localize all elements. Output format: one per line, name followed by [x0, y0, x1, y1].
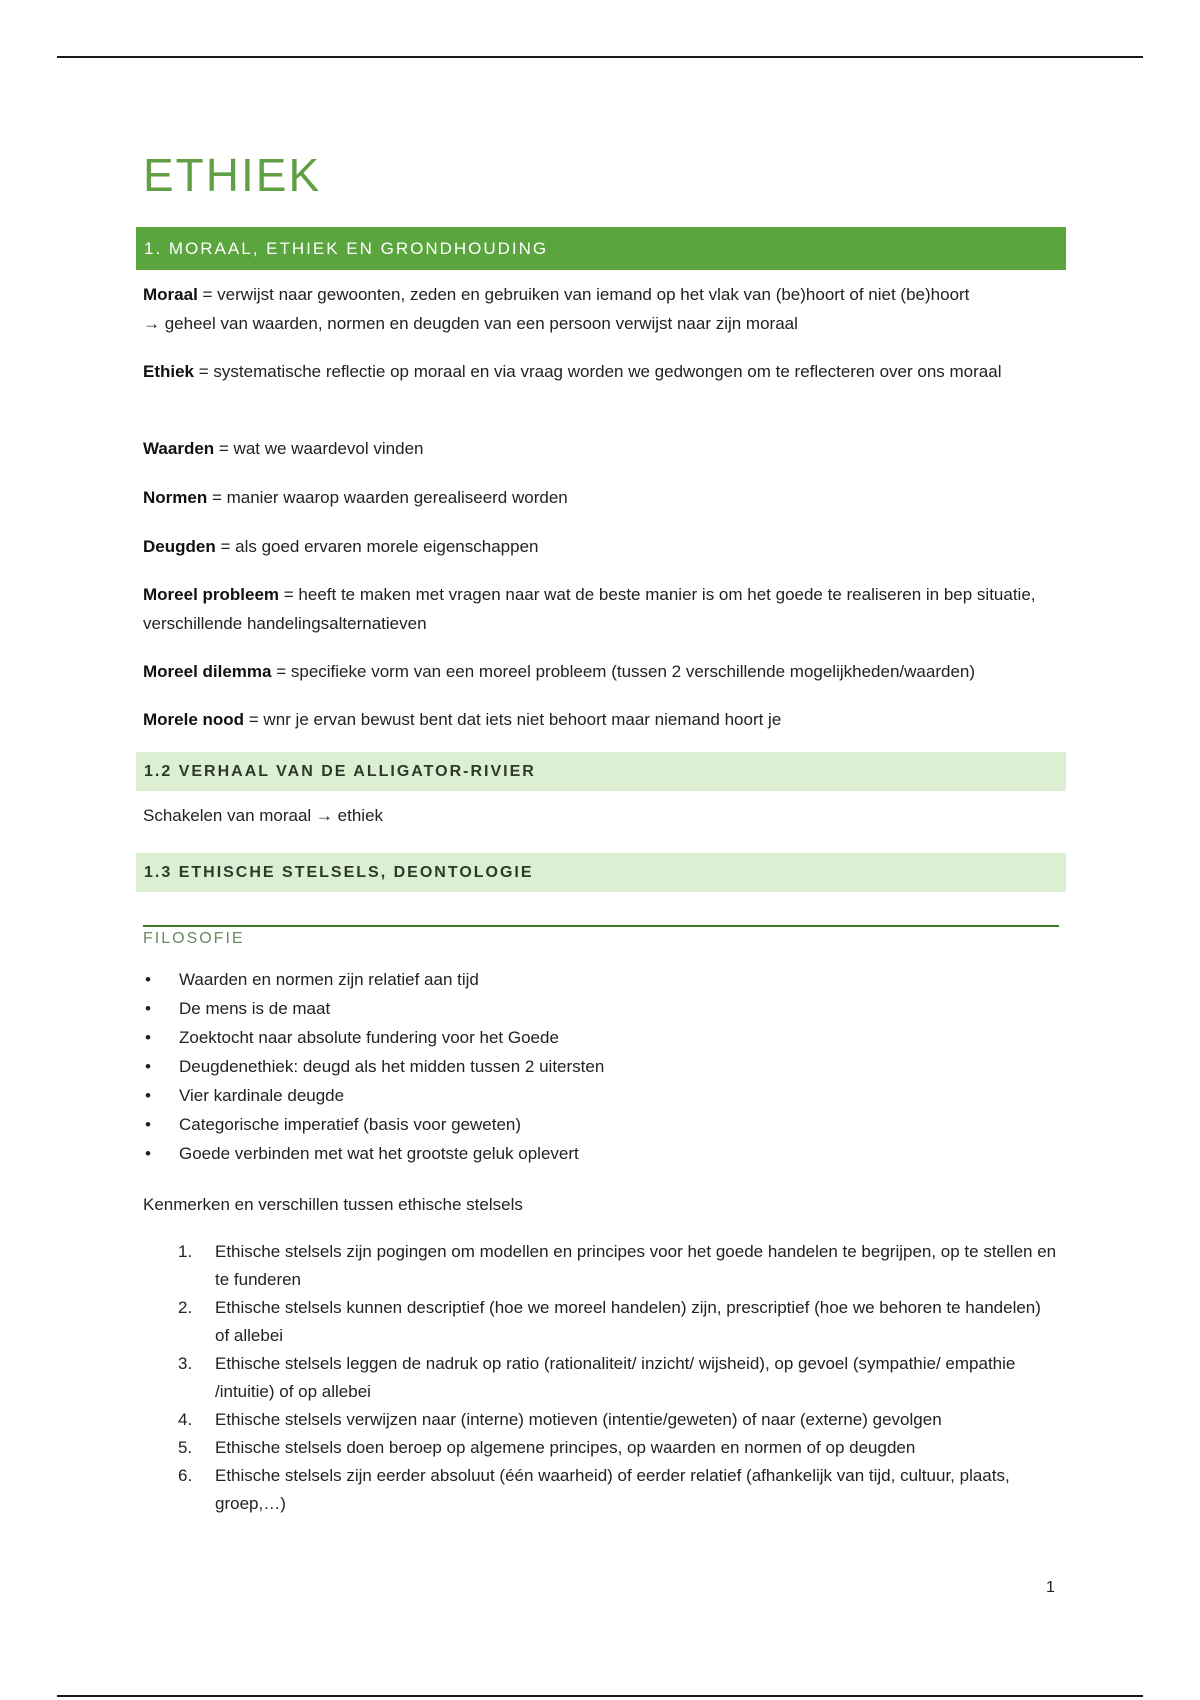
list-item-text: Ethische stelsels kunnen descriptief (hoe we moreel handelen) zijn, prescriptief (hoe we behoren te handelen) of allebei: [215, 1298, 1041, 1345]
list-item-text: Ethische stelsels zijn pogingen om modellen en principes voor het goede handelen te begrijpen, op te stellen en te funderen: [215, 1242, 1057, 1289]
list-item-text: Deugdenethiek: deugd als het midden tussen 2 uitersten: [179, 1057, 605, 1076]
definition-moraal-line2: → geheel van waarden, normen en deugden van een persoon verwijst naar zijn moraal: [143, 314, 798, 333]
bullet-marker: •: [145, 1144, 151, 1163]
definition-normen-text: = manier waarop waarden gerealiseerd worden: [207, 488, 568, 507]
definition-moraal-text: = verwijst naar gewoonten, zeden en gebruiken van iemand op het vlak van (be)hoort of niet (be)hoort: [197, 285, 970, 304]
definition-moreel-probleem-text: = heeft te maken met vragen naar wat de beste manier is om het goede te realiseren in bep situatie, verschillende handelingsalternatieven: [143, 585, 1036, 633]
list-item: [143, 965, 604, 994]
list-item: [178, 1238, 1058, 1294]
definition-ethiek: [143, 357, 1063, 386]
list-item-text: Zoektocht naar absolute fundering voor het Goede: [179, 1028, 559, 1047]
definition-waarden: [143, 434, 1063, 463]
bullet-marker: •: [145, 1028, 151, 1047]
definition-deugden: [143, 532, 1063, 561]
list-item-text: Ethische stelsels verwijzen naar (interne) motieven (intentie/geweten) of naar (externe) gevolgen: [215, 1410, 942, 1429]
list-number: 4.: [178, 1410, 193, 1429]
page-bottom-rule: [57, 1695, 1143, 1697]
section-1-3-heading: 1.3 ETHISCHE STELSELS, DEONTOLOGIE: [136, 853, 1066, 892]
term-moraal: Moraal: [143, 285, 198, 304]
list-item: [143, 994, 604, 1023]
list-number: 1.: [178, 1242, 193, 1261]
definition-deugden-text: = als goed ervaren morele eigenschappen: [215, 537, 539, 556]
list-item: [143, 1110, 604, 1139]
numbered-list-intro: Kenmerken en verschillen tussen ethische stelsels: [143, 1195, 523, 1214]
definition-morele-nood-text: = wnr je ervan bewust bent dat iets niet behoort maar niemand hoort je: [244, 710, 782, 729]
bullet-marker: •: [145, 1115, 151, 1134]
bullet-marker: •: [145, 999, 151, 1018]
document-title: ETHIEK: [143, 149, 322, 201]
ethische-stelsels-numbered-list: [178, 1238, 1058, 1518]
list-item-text: Vier kardinale deugde: [179, 1086, 345, 1105]
subheading-rule: [143, 925, 1059, 927]
bullet-marker: •: [145, 1057, 151, 1076]
list-item-text: Ethische stelsels leggen de nadruk op ratio (rationaliteit/ inzicht/ wijsheid), op gevoel (sympathie/ empathie /intuitie) of op allebei: [215, 1354, 1016, 1401]
definition-morele-nood: [143, 705, 1063, 734]
list-item: [143, 1052, 604, 1081]
list-item-text: Categorische imperatief (basis voor geweten): [179, 1115, 522, 1134]
list-item: [178, 1350, 1058, 1406]
list-item: [143, 1081, 604, 1110]
definition-moreel-probleem: [143, 580, 1063, 638]
page-number: 1: [1046, 1579, 1055, 1596]
term-morele-nood: Morele nood: [143, 710, 245, 729]
list-item-text: Goede verbinden met wat het grootste geluk oplevert: [179, 1144, 579, 1163]
term-waarden: Waarden: [143, 439, 215, 458]
list-item-text: De mens is de maat: [179, 999, 331, 1018]
term-normen: Normen: [143, 488, 208, 507]
bullet-marker: •: [145, 970, 151, 989]
definition-moraal: [143, 280, 1063, 338]
section-1-2-text: Schakelen van moraal → ethiek: [143, 806, 384, 825]
list-item: [178, 1462, 1058, 1518]
list-item: [178, 1294, 1058, 1350]
definition-ethiek-text: = systematische reflectie op moraal en via vraag worden we gedwongen om te reflecteren over ons moraal: [194, 362, 1002, 381]
definition-moreel-dilemma-text: = specifieke vorm van een moreel probleem (tussen 2 verschillende mogelijkheden/waarden): [271, 662, 976, 681]
list-item: [143, 1023, 604, 1052]
list-item-text: Ethische stelsels doen beroep op algemene principes, op waarden en normen of op deugden: [215, 1438, 916, 1457]
definition-moreel-dilemma: [143, 657, 1063, 686]
list-item-text: Waarden en normen zijn relatief aan tijd: [179, 970, 479, 989]
page-top-rule: [57, 56, 1143, 58]
section-1-2-heading: 1.2 VERHAAL VAN DE ALLIGATOR-RIVIER: [136, 752, 1066, 791]
definition-normen: [143, 483, 1063, 512]
list-item: [178, 1434, 1058, 1462]
term-moreel-probleem: Moreel probleem: [143, 585, 280, 604]
list-number: 2.: [178, 1298, 193, 1317]
list-number: 6.: [178, 1466, 193, 1485]
list-number: 3.: [178, 1354, 193, 1373]
definition-waarden-text: = wat we waardevol vinden: [214, 439, 424, 458]
bullet-marker: •: [145, 1086, 151, 1105]
section-1-heading: 1. MORAAL, ETHIEK EN GRONDHOUDING: [136, 227, 1066, 270]
list-item-text: Ethische stelsels zijn eerder absoluut (één waarheid) of eerder relatief (afhankelijk van tijd, cultuur, plaats, groep,…): [215, 1466, 1010, 1513]
filosofie-bullet-list: [143, 965, 604, 1168]
term-moreel-dilemma: Moreel dilemma: [143, 662, 272, 681]
term-ethiek: Ethiek: [143, 362, 195, 381]
subheading-filosofie: FILOSOFIE: [143, 930, 245, 947]
list-number: 5.: [178, 1438, 193, 1457]
list-item: [143, 1139, 604, 1168]
term-deugden: Deugden: [143, 537, 216, 556]
list-item: [178, 1406, 1058, 1434]
